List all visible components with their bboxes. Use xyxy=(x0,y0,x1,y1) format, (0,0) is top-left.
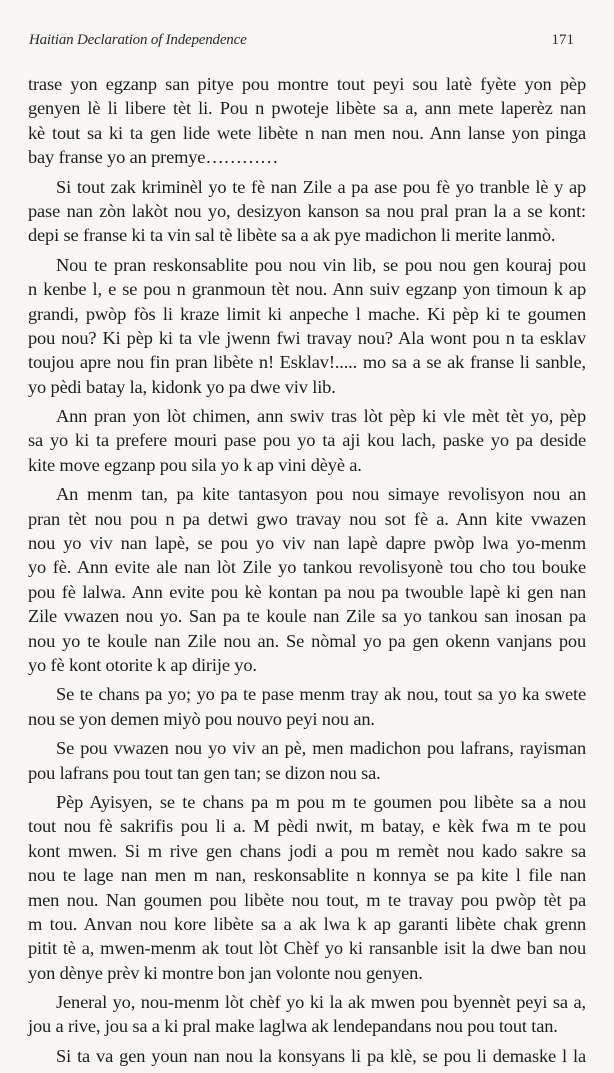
page-number: 171 xyxy=(551,32,574,48)
running-title: Haitian Declaration of Independence xyxy=(29,32,247,48)
text-line: depi se franse ki ta vin sal tè libète sa a ak pye madichon li merite lanmò. xyxy=(28,225,556,246)
text-line: pran tèt nou pou n pa detwi gwo travay nou sot fè a. Ann kite vwazen xyxy=(28,508,586,529)
text-line: Se te chans pa yo; yo pa te pase menm tray ak nou, tout sa yo ka swete xyxy=(56,684,586,705)
text-line: An menm tan, pa kite tantasyon pou nou simaye revolisyon nou an xyxy=(56,484,586,505)
running-header xyxy=(29,32,574,54)
text-line: nou yo viv nan lapè, se pou yo viv nan lapè dapre pwòp lwa yo-menm xyxy=(28,533,586,554)
body-text xyxy=(28,72,586,1073)
text-line: Si ta va gen youn nan nou la konsyans li pa klè, se pou li demaske l la xyxy=(56,1045,586,1066)
paragraph xyxy=(28,1044,586,1068)
text-line: yon dènye prèv ki montre bon jan volonte nou genyen. xyxy=(28,962,423,983)
text-line: kont mwen. Si m rive gen chans jodi a pou m remèt nou kado sakre sa xyxy=(28,840,586,861)
text-line: yo pèdi batay la, kidonk yo pa dwe viv lib. xyxy=(28,376,336,397)
text-line: nou te lage nan men m nan, reskonsablite n konnya se pa kite l file nan xyxy=(28,865,586,886)
text-line: nou se yon demen miyò pou nouvo peyi nou an. xyxy=(28,708,375,729)
paragraph xyxy=(28,790,586,985)
text-line: kè tout sa ki ta gen lide wete libète n nan men nou. Ann lanse yon pinga xyxy=(28,122,586,143)
text-line: trase yon egzanp san pitye pou montre tout peyi sou latè fyète yon pèp xyxy=(28,74,586,94)
paragraph xyxy=(28,404,586,477)
text-line: Zile vwazen nou yo. San pa te koule nan Zile sa yo tankou san inosan pa xyxy=(28,606,586,627)
text-line: nou yo te koule nan Zile nou an. Se nòmal yo pa gen okenn vanjans pou xyxy=(28,630,586,651)
paragraph xyxy=(28,736,586,785)
text-line: n kenbe l, e se pou n granmoun tèt nou. Ann suiv egzanp yon timoun k ap xyxy=(28,279,586,300)
text-line: men nou. Nan goumen pou libète nou tout, m te travay pou pwòp tèt pa xyxy=(28,889,586,910)
paragraph xyxy=(28,72,586,170)
paragraph xyxy=(28,482,586,677)
text-line: yo fè kont otorite k ap dirije yo. xyxy=(28,654,257,675)
text-line: pou fè lalwa. Ann evite pou kè kontan pa nou pa twouble lapè ki gen nan xyxy=(28,581,586,602)
text-line: pitit tè a, mwen-menm ak tout lòt Chèf yo ki ransanble isit la dwe ban nou xyxy=(28,938,586,959)
text-line: pou lafrans pou tout tan gen tan; se dizon nou sa. xyxy=(28,762,381,783)
text-line: yo fè. Ann evite ale nan lòt Zile yo tankou revolisyonè tou cho tou bouke xyxy=(28,557,586,578)
text-line: toujou apre nou fin pran libète n! Esklav!..... mo sa a se ak franse li sanble, xyxy=(28,352,586,373)
text-line: bay franse yo an premye………… xyxy=(28,147,279,168)
paragraph xyxy=(28,682,586,731)
text-line: jou a rive, jou sa a ki pral make laglwa ak lendepandans nou pou tout tan. xyxy=(28,1016,558,1037)
text-line: Ann pran yon lòt chimen, ann swiv tras lòt pèp ki vle mèt tèt yo, pèp xyxy=(56,406,586,427)
paragraph xyxy=(28,253,586,399)
paragraph xyxy=(28,175,586,248)
text-line: Nou te pran reskonsablite pou nou vin lib, se pou nou gen kouraj pou xyxy=(56,254,586,275)
text-line: Se pou vwazen nou yo viv an pè, men madichon pou lafrans, rayisman xyxy=(56,738,586,759)
text-line: kite move egzanp pou sila yo k ap vini dèyè a. xyxy=(28,454,362,475)
text-line: pou nou? Ki pèp ki ta vle jwenn fwi travay nou? Ala wont pou n ta esklav xyxy=(28,327,586,348)
text-line: genyen lè li libere tèt li. Pou n pwoteje libète sa a, ann mete laperèz nan xyxy=(28,98,586,119)
text-line: Jeneral yo, nou-menm lòt chèf yo ki la ak mwen pou byennèt peyi sa a, xyxy=(56,992,586,1013)
text-line: sa yo ki ta prefere mouri pase pou yo ta aji kou lach, paske yo pa deside xyxy=(28,430,586,451)
paragraph xyxy=(28,990,586,1039)
text-line: tout nou fè sakrifis pou li a. M pèdi nwit, m batay, e kèk fwa m te pou xyxy=(28,816,586,837)
text-line: m tou. Anvan nou kore libète sa a ak lwa k ap garanti libète chak grenn xyxy=(28,913,586,934)
text-line: pase nan zòn lakòt nou yo, desizyon kanson sa nou pral pran la a se kont: xyxy=(28,200,586,221)
text-line: grandi, pwòp fòs li kraze limit ki anpeche l mache. Ki pèp ki te goumen xyxy=(28,303,586,324)
text-line: Pèp Ayisyen, se te chans pa m pou m te goumen pou libète sa a nou xyxy=(56,791,586,812)
text-line: Si tout zak kriminèl yo te fè nan Zile a pa ase pou fè yo tranble lè y ap xyxy=(56,176,586,197)
